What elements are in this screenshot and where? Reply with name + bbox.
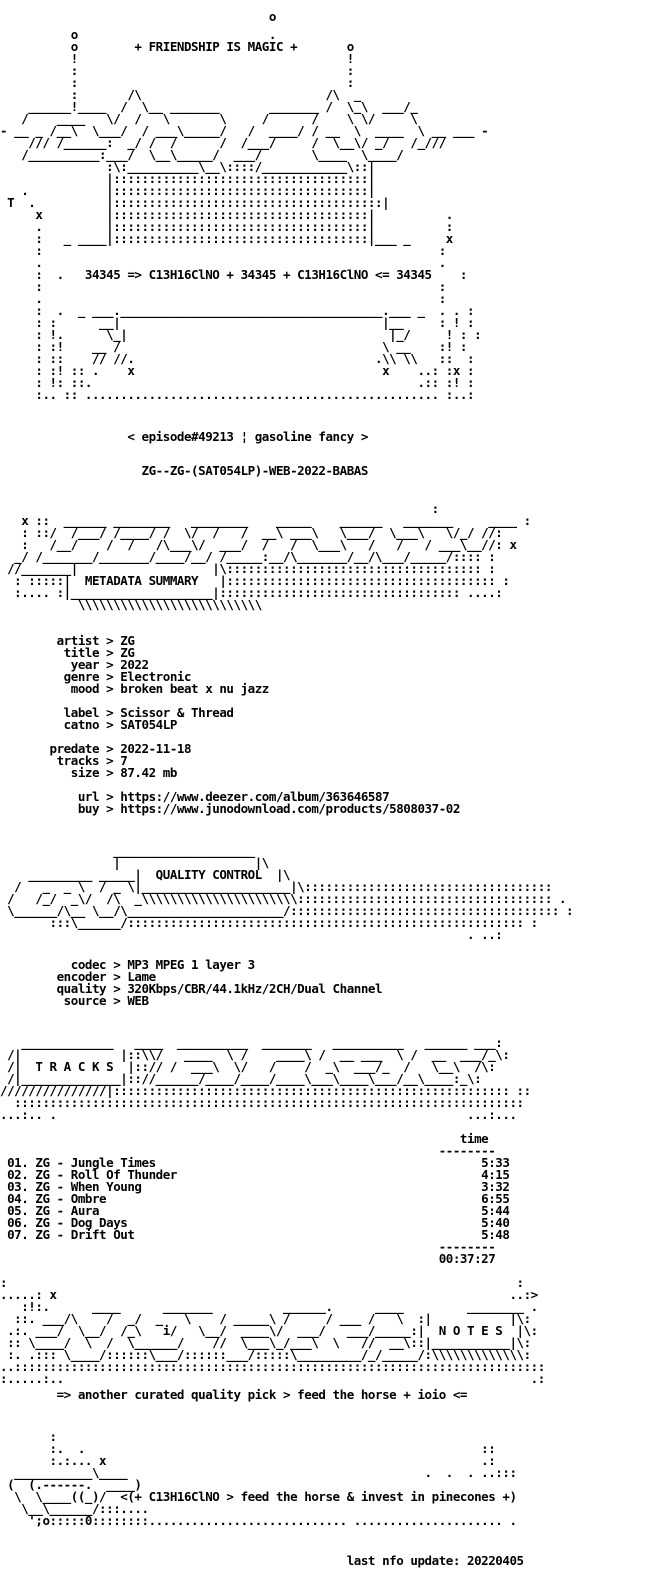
nfo-line: x |::::::::::::::::::::::::::::::::::::| . bbox=[0, 207, 453, 222]
nfo-line: 02. ZG - Roll Of Thunder 4:15 bbox=[0, 1167, 510, 1182]
nfo-line: o bbox=[0, 9, 432, 24]
nfo-line: _/ /_______/_______/____/__/ /_____:__/\_______/__/\___/_____/:::: : bbox=[0, 549, 496, 564]
nfo-line: \ \____((_)/ <(+ C13H16ClNO > feed the horse & invest in pinecones +) bbox=[0, 1489, 517, 1504]
nfo-line: _________ _____| QUALITY CONTROL |\ bbox=[0, 867, 291, 882]
nfo-line: : bbox=[0, 501, 439, 516]
nfo-line: genre > Electronic bbox=[0, 669, 192, 684]
nfo-line: time bbox=[0, 1131, 489, 1146]
nfo-line: .....: x ..:> bbox=[0, 1287, 538, 1302]
nfo-line: ______!____ / \__ _______ _______ / \_\ ___/_ bbox=[0, 99, 446, 114]
nfo-line: . ..: bbox=[0, 927, 503, 942]
nfo-line: : !: ::. .:: :! : bbox=[0, 375, 475, 390]
nfo-line: year > 2022 bbox=[0, 657, 149, 672]
nfo-line: : /\ /\ _ bbox=[0, 87, 411, 102]
nfo-line: size > 87.42 mb bbox=[0, 765, 177, 780]
nfo-line: . |::::::::::::::::::::::::::::::::::::| : bbox=[0, 219, 453, 234]
nfo-line: quality > 320Kbps/CBR/44.1kHz/2CH/Dual Channel bbox=[0, 981, 383, 996]
nfo-line: \\\\\\\\\\\\\\\\\\\\\\\\\\ bbox=[0, 597, 262, 612]
nfo-line: label > Scissor & Thread bbox=[0, 705, 234, 720]
nfo-line: - __ _ /__\ \___/ / ___\_____/ / ____/ / __ \ ____ \ __ ___ - bbox=[0, 123, 489, 138]
nfo-line: :::::::::::::::::::::::::::::::::::::::::::::::::::::::::::::::::::::::: bbox=[0, 1095, 524, 1110]
nfo-line: :::\______/:::::::::::::::::::::::::::::::::::::::::::::::::::::::: : bbox=[0, 915, 538, 930]
nfo-line: artist > ZG bbox=[0, 633, 135, 648]
nfo-line: :!:. ____ _______ ______. ____ ________ . bbox=[0, 1299, 538, 1314]
nfo-line: : : bbox=[0, 1275, 524, 1290]
nfo-line: last nfo update: 20220405 bbox=[0, 1553, 524, 1568]
nfo-line: : : __| |__ : ! : bbox=[0, 315, 475, 330]
nfo-line: ( (.------. ____) bbox=[0, 1477, 496, 1492]
nfo-line: :.... :|____________________|:::::::::::::::::::::::::::::::::: ....: bbox=[0, 585, 503, 600]
nfo-line: ::. ___/\ / _/ _ \ / _____\ / / ___ / \ :| |\: bbox=[0, 1311, 531, 1326]
nfo-line: /|______________|:://______/____/____/____\___\____\___/__\____:_\: bbox=[0, 1071, 482, 1086]
nfo-line: : . 34345 => C13H16ClNO + 34345 + C13H16ClNO <= 34345 : bbox=[0, 267, 467, 282]
nfo-line: o + FRIENDSHIP IS MAGIC + o bbox=[0, 39, 425, 54]
nfo-line: /__________:___/ \__\_____/ ___/ \____ \____/ bbox=[0, 147, 446, 162]
nfo-line: _____________ ____ __________ _______ __________ ______ ___: bbox=[0, 1035, 503, 1050]
nfo-line: : /__/ / / /\___\/ ___/ / / \___\ / / / ___\__//: x bbox=[0, 537, 517, 552]
nfo-line: predate > 2022-11-18 bbox=[0, 741, 192, 756]
nfo-line: : : bbox=[0, 63, 439, 78]
nfo-line: < episode#49213 ¦ gasoline fancy > bbox=[0, 429, 368, 444]
nfo-line: : ::/ /___/ /____/ / \/ / / __\ ___\ \___/ \___\ \/_/ //: bbox=[0, 525, 503, 540]
nfo-line: ! ! bbox=[0, 51, 439, 66]
nfo-line: :.:... x .: bbox=[0, 1453, 496, 1468]
nfo-line: title > ZG bbox=[0, 645, 135, 660]
nfo-line: //_______| |\:::::::::::::::::::::::::::::::::::: : bbox=[0, 561, 496, 576]
nfo-line: : : bbox=[0, 279, 446, 294]
nfo-line: \__\______/:::.... bbox=[0, 1501, 149, 1516]
nfo-line: ____________________ bbox=[0, 843, 255, 858]
nfo-line: / /_/ _\/ /\ _\\\\\\\\\\\\\\\\\\\\\\:::::::::::::::::::::::::::::::::::: . bbox=[0, 891, 567, 906]
nfo-line: ZG--ZG-(SAT054LP)-WEB-2022-BABAS bbox=[0, 463, 368, 478]
nfo-line: x :: ______ ________ ________ _____ ______ _______ ____ : bbox=[0, 513, 531, 528]
nfo-line: mood > broken beat x nu jazz bbox=[0, 681, 269, 696]
nfo-line: | |\ bbox=[0, 855, 269, 870]
nfo-line: ///////////////|:::::::::::::::::::::::::::::::::::::::::::::::::::::::: :: bbox=[0, 1083, 531, 1098]
nfo-line: : bbox=[0, 1429, 57, 1444]
nfo-line: ___________\____ . . . ..::: bbox=[0, 1465, 517, 1480]
nfo-line: /// /______: _/ / / / /___/ / \__\/ _/ /_/// bbox=[0, 135, 475, 150]
nfo-line: 06. ZG - Dog Days 5:40 bbox=[0, 1215, 510, 1230]
nfo-line: :: \____/ \ / \______/ // \___\_/___\ \ // __\::|___________|\: bbox=[0, 1335, 531, 1350]
nfo-line: 05. ZG - Aura 5:44 bbox=[0, 1203, 510, 1218]
nfo-line: /| |::\\/ ____ \ / ____\ / __ ___ \ / __ ___/_\: bbox=[0, 1047, 510, 1062]
nfo-line: . |::::::::::::::::::::::::::::::::::::| bbox=[0, 183, 425, 198]
nfo-line: :.. :: .................................................. :..: bbox=[0, 387, 475, 402]
nfo-line: encoder > Lame bbox=[0, 969, 156, 984]
nfo-line: :. . :: bbox=[0, 1441, 496, 1456]
nfo-line: : :! :: . x x ..: :x : bbox=[0, 363, 475, 378]
nfo-line: /| T R A C K S |::// / ___\ \/ / / _\ ___/_ / \__\ /\: bbox=[0, 1059, 496, 1074]
nfo-line: : !. \_| |_/ ! : : bbox=[0, 327, 482, 342]
nfo-line: \______/\__ \__/\______________________/:::::::::::::::::::::::::::::::::::::: : bbox=[0, 903, 574, 918]
nfo-line: 00:37:27 bbox=[0, 1251, 496, 1266]
nfo-line: -------- bbox=[0, 1239, 496, 1254]
nfo-line: . : bbox=[0, 291, 446, 306]
nfo-line: -------- bbox=[0, 1143, 496, 1158]
nfo-line: :\:__________\__\::::/____________\::| bbox=[0, 159, 425, 174]
nfo-line: / _ _ \ / _ \|_____________________|\::::::::::::::::::::::::::::::::::: bbox=[0, 879, 552, 894]
nfo-line: o . bbox=[0, 27, 404, 42]
nfo-line: catno > SAT054LP bbox=[0, 717, 177, 732]
nfo-line: T . |::::::::::::::::::::::::::::::::::::::| bbox=[0, 195, 460, 210]
nfo-line: tracks > 7 bbox=[0, 753, 128, 768]
nfo-line: : :: // //. .\\ \\ :: : bbox=[0, 351, 475, 366]
nfo-line: url > https://www.deezer.com/album/363646587 bbox=[0, 789, 390, 804]
nfo-line: :.....:.. .: bbox=[0, 1371, 545, 1386]
nfo-line: : : bbox=[0, 243, 446, 258]
nfo-line: 04. ZG - Ombre 6:55 bbox=[0, 1191, 510, 1206]
nfo-line: : : bbox=[0, 75, 439, 90]
nfo-line: 01. ZG - Jungle Times 5:33 bbox=[0, 1155, 510, 1170]
nfo-line: buy > https://www.junodownload.com/products/5808037-02 bbox=[0, 801, 460, 816]
nfo-line: : . _ ___._____________________________________.___ _ . . : bbox=[0, 303, 475, 318]
nfo-line: 07. ZG - Drift Out 5:48 bbox=[0, 1227, 510, 1242]
nfo-line: . . bbox=[0, 255, 446, 270]
nfo-line: => another curated quality pick > feed the horse + ioio <= bbox=[0, 1387, 467, 1402]
nfo-line: ..::::::::::::::::::::::::::::::::::::::::::::::::::::::::::::::::::::::::::: bbox=[0, 1359, 545, 1374]
nfo-line: : :::::| METADATA SUMMARY |:::::::::::::::::::::::::::::::::::::: : bbox=[0, 573, 510, 588]
nfo-line: |::::::::::::::::::::::::::::::::::::| bbox=[0, 171, 425, 186]
nfo-line: ...:.. . ...:... bbox=[0, 1107, 517, 1122]
nfo-line: codec > MP3 MPEG 1 layer 3 bbox=[0, 957, 255, 972]
nfo-line: ';o:::::0::::::::............................ ..................... . bbox=[0, 1513, 517, 1528]
nfo-line: : :! __ / \ __ :! : bbox=[0, 339, 467, 354]
nfo-line: :. .::: \____/::::::\___/::::::___/:::::\_________/_/_____/:\\\\\\\\\\\\\: bbox=[0, 1347, 531, 1362]
nfo-line: : _ ____|::::::::::::::::::::::::::::::::::::|___ _ x bbox=[0, 231, 453, 246]
nfo-line: 03. ZG - When Young 3:32 bbox=[0, 1179, 510, 1194]
nfo-line: .:. ___/ \__/ /_\ i/ \__/ ____\/ ___/ ___/_____:| N O T E S |\: bbox=[0, 1323, 538, 1338]
nfo-line: / ____ \/ / \ \ / / \ \/ \ bbox=[0, 111, 439, 126]
nfo-line: source > WEB bbox=[0, 993, 149, 1008]
